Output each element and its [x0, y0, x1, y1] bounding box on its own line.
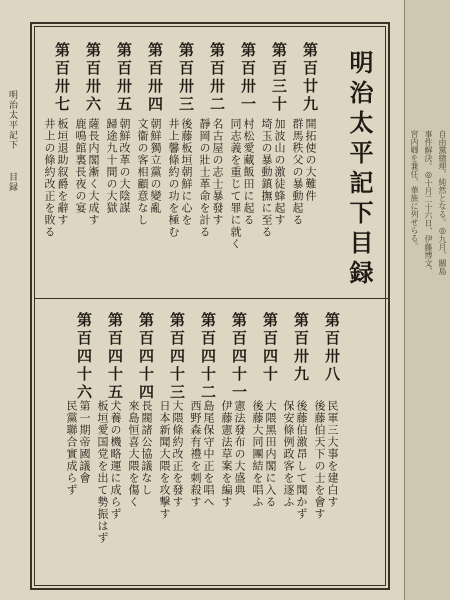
chapter-number: 第百三十 — [270, 42, 288, 114]
chapter-title-line-1: 後藤伯激昂して聞かず — [295, 400, 308, 520]
chapter-number: 第百四十 — [261, 312, 279, 384]
chapter-title-line-2: 西野森有禮を刺殺す — [189, 400, 202, 508]
chapter-number: 第百卅三 — [177, 42, 195, 114]
chapter-title-line-2: 板垣愛国党を出て勢振はず — [96, 400, 109, 544]
chapter-number: 第百四十四 — [137, 312, 155, 402]
adjacent-page-line: 事件解決。◎十月二十六日、伊藤博文、 — [424, 130, 433, 275]
chapter-number: 第百卅六 — [84, 42, 102, 114]
adjacent-page — [404, 0, 450, 600]
chapter-title-line-2: 後藤大同團結を唱ふ — [251, 400, 264, 508]
chapter-title-line-1: 島尾保守中正を唱へ — [202, 400, 215, 508]
chapter-number: 第百四十一 — [230, 312, 248, 402]
chapter-title-line-1: 板垣退助叙爵を辭す — [56, 118, 69, 226]
chapter-title-line-1: 後藤板垣朝鮮に心を — [180, 118, 193, 226]
chapter-number: 第百卅二 — [208, 42, 226, 114]
running-header: 明治太平記下 — [7, 90, 17, 150]
adjacent-page-line: 宮内卿を兼任、華族に列せらる。 — [410, 130, 419, 250]
chapter-number: 第百四十三 — [168, 312, 186, 402]
adjacent-page-line: 自由黨總理、純然となる。◎九月、關島 — [438, 130, 447, 275]
chapter-title-line-1: 名古屋の志士暴發す — [211, 118, 224, 226]
chapter-title-line-1: 第一期帝國議會 — [78, 400, 91, 484]
chapter-title-line-2: 鹿鳴館裏長夜の宴 — [74, 118, 87, 214]
chapter-title-line-2: 後藤伯天下の士を會す — [313, 400, 326, 520]
chapter-number: 第百廿九 — [301, 42, 319, 114]
chapter-title-line-2: 同志義を重じて罪に就く — [229, 118, 242, 250]
chapter-title-line-1: 民軍三大事を建白す — [326, 400, 339, 508]
chapter-title-line-2: 日本新聞大隈を攻撃す — [158, 400, 171, 520]
chapter-number: 第百卅七 — [53, 42, 71, 114]
chapter-number: 第百卅一 — [239, 42, 257, 114]
chapter-title-line-2: 民黨聯合實成らず — [65, 400, 78, 496]
chapter-title-line-2: 歸途九十間の大獄 — [105, 118, 118, 214]
chapter-number: 第百卅四 — [146, 42, 164, 114]
chapter-number: 第百四十二 — [199, 312, 217, 402]
chapter-title-line-2: 靜岡の壯士革命を計る — [198, 118, 211, 238]
running-header-section: 目録 — [7, 172, 17, 192]
section-divider — [34, 298, 388, 299]
chapter-title-line-2: 來島恒喜大隈を傷く — [127, 400, 140, 508]
chapter-title-line-2: 井上馨條約の功を極む — [167, 118, 180, 238]
page-title: 明治太平記下目録 — [345, 50, 374, 290]
chapter-title-line-2: 埼玉の暴動鎮撫に至る — [260, 118, 273, 238]
chapter-title-line-1: 憲法發布の大盛典 — [233, 400, 246, 496]
chapter-title-line-1: 薩長内閣漸く大成す — [87, 118, 100, 226]
chapter-title-line-1: 大隈條約改正を發す — [171, 400, 184, 508]
chapter-title-line-1: 長閥諸公協議なし — [140, 400, 153, 496]
chapter-title-line-1: 朝鮮改革の大陰謀 — [118, 118, 131, 214]
chapter-title-line-1: 朝鮮獨立黨の變亂 — [149, 118, 162, 214]
chapter-title-line-2: 文衞の客相顧意なし — [136, 118, 149, 226]
chapter-title-line-2: 井上の條約改正を敗る — [43, 118, 56, 238]
chapter-number: 第百卅五 — [115, 42, 133, 114]
chapter-number: 第百四十六 — [75, 312, 93, 402]
chapter-title-line-1: 犬養の機略運に成らず — [109, 400, 122, 520]
chapter-number: 第百卅八 — [323, 312, 341, 384]
chapter-title-line-1: 開拓使の大難件 — [304, 118, 317, 202]
chapter-title-line-2: 伊藤憲法草案を編す — [220, 400, 233, 508]
chapter-number: 第百卅九 — [292, 312, 310, 384]
chapter-title-line-2: 群馬秩父の暴動起る — [291, 118, 304, 226]
chapter-title-line-1: 村松愛藏飯田に起る — [242, 118, 255, 226]
chapter-title-line-1: 大隈黑田内閣に入る — [264, 400, 277, 508]
chapter-title-line-2: 保安條例政客を逐ふ — [282, 400, 295, 508]
chapter-title-line-1: 加波山の激徒蜂起す — [273, 118, 286, 226]
chapter-number: 第百四十五 — [106, 312, 124, 402]
